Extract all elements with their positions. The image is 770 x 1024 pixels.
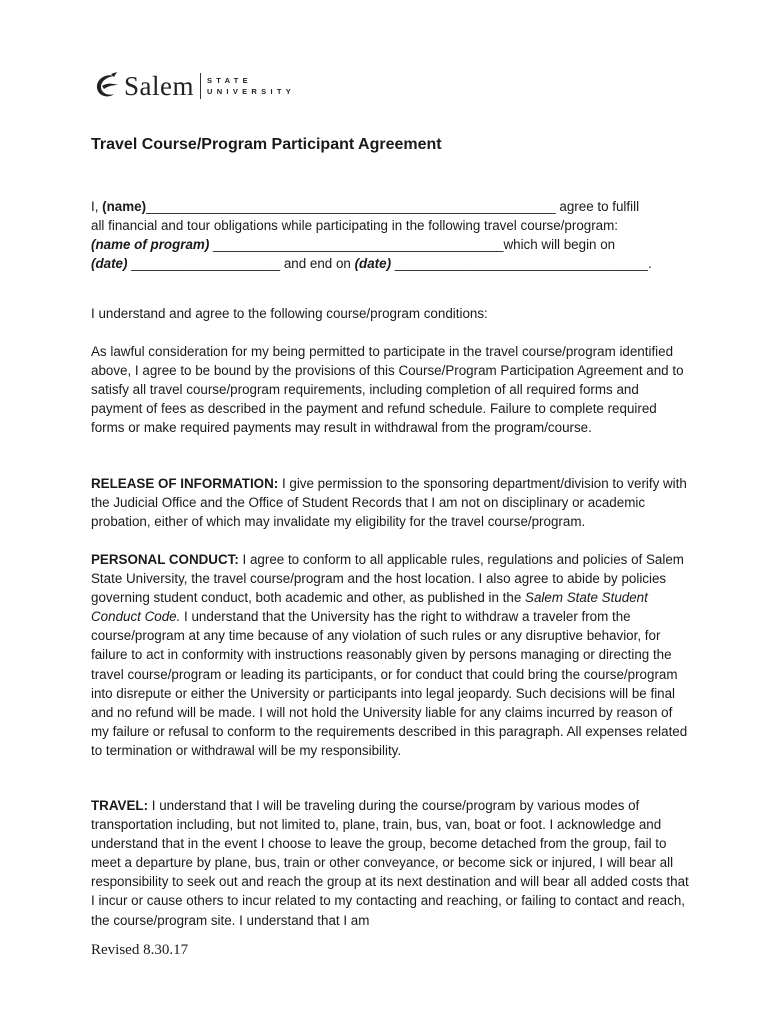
logo-sub-university: UNIVERSITY [207,87,296,96]
revision-footer: Revised 8.30.17 [91,942,189,958]
name-blank[interactable]: _______________________________________________________ [146,199,556,214]
travel-heading: TRAVEL: [91,798,149,813]
program-label: (name of program) [91,237,210,253]
start-date-blank[interactable]: ____________________ [127,256,281,272]
university-logo [92,68,295,104]
logo-subtitle [207,75,295,97]
logo-wordmark: Salem [124,70,194,101]
end-date-blank[interactable]: __________________________________ [391,256,648,272]
fill-line-1: I, (name)_______________________________________________________ agree to fulfill [91,199,640,214]
start-date-label: (date) [91,256,128,272]
conduct-code-name: Salem State Student Conduct Code. [91,590,648,625]
release-text: I give permission to the sponsoring department/division to verify with the Judicial Office and the Office of Student Records that I am not on disciplinary or academic probation, either of which may invalidate my eligibility for the travel course/program. [91,476,687,530]
logo-sub-state: STATE [207,76,252,85]
end-date-label: (date) [354,256,392,272]
travel-paragraph [91,796,691,930]
page-title: Travel Course/Program Participant Agreement [91,136,442,153]
logo-divider [200,73,201,99]
conduct-text-b: I understand that the University has the right to withdraw a traveler from the course/program at any time because of any violation of such rules or any disruptive behavior, for failure to act in conformity with instructions reasonably given by persons managing or directing the travel course/program or leading its participants, or for conduct that could bring the course/program into disrepute or either the University or participants into legal jeopardy. Such decisions will be final and no refund will be made. I will not hold the University liable for any claims incurred by reason of my failure or refusal to conform to the requirements described in this paragraph. All expenses related to termination or withdrawal will be my responsibility. [91,609,688,758]
travel-text: I understand that I will be traveling during the course/program by various modes of transportation including, but not limited to, plane, train, bus, van, boat or foot. I acknowledge and understand that in the event I choose to leave the group, become detached from the group, fail to meet a departure by plane, bus, train or other conveyance, or become sick or injured, I will bear all responsibility to seek out and reach the group at its next destination and will bear all added costs that I incur or cause others to incur related to my contacting and reaching, or failing to contact and reach, the course/program site. I understand that I am [91,798,689,928]
fill-line-2: all financial and tour obligations while participating in the following travel course/program: [91,218,618,234]
personal-conduct-paragraph [91,550,691,760]
fill-line-4: (date) ____________________ and end on (date) __________________________________. [91,256,652,272]
fill-in-section [91,197,691,273]
conduct-heading: PERSONAL CONDUCT: [91,552,239,567]
salem-swoosh-icon [92,71,122,101]
fill-line-3: (name of program) _______________________________________which will begin on [91,237,616,253]
program-blank[interactable]: _______________________________________ [209,237,504,253]
consideration-paragraph: As lawful consideration for my being permitted to participate in the travel course/program identified above, I agree to be bound by the provisions of this Course/Program Participation Agreement and to satisfy all travel course/program requirements, including completion of all required forms and payment of fees as described in the payment and refund schedule. Failure to complete required forms or make required payments may result in withdrawal from the program/course. [91,344,684,436]
name-label: (name) [102,199,147,214]
conduct-text-a: I agree to conform to all applicable rules, regulations and policies of Salem State University, the travel course/program and the host location. I also agree to abide by policies governing student conduct, both academic and other, as published in the [91,552,684,606]
release-heading: RELEASE OF INFORMATION: [91,476,279,491]
conditions-intro: I understand and agree to the following course/program conditions: [91,306,488,321]
release-of-information-paragraph [91,474,691,531]
